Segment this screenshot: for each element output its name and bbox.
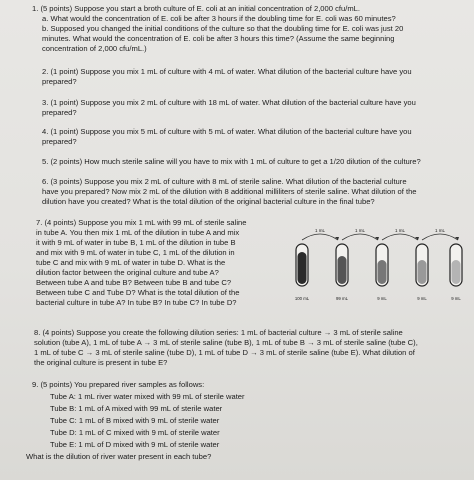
transfer-label-2: 1 mL (354, 228, 366, 233)
tube-label-5: 9 mL (451, 296, 461, 301)
transfer-arrow-4 (422, 234, 458, 240)
question-3-line: 3. (1 point) Suppose you mix 2 mL of culture with 18 mL of water. What dilution of the bacterial culture have you (42, 98, 416, 107)
question-5-line: 5. (2 points) How much sterile saline will you have to mix with 1 mL of culture to get a 1/20 dilution of the culture? (42, 157, 421, 166)
question-2-line: prepared? (42, 77, 77, 86)
transfer-arrow-3 (382, 234, 418, 240)
question-4-line: 4. (1 point) Suppose you mix 5 mL of culture with 5 mL of water. What dilution of the bacterial culture have you (42, 127, 412, 136)
tube-c-line: Tube C: 1 mL of B mixed with 9 mL of sterile water (50, 416, 220, 425)
tube-label-3: 9 mL (377, 296, 387, 301)
question-8-line: solution (tube A), 1 mL of tube A → 3 mL of sterile saline (tube B), 1 mL of tube B → 3 mL of sterile saline (tube C), (34, 338, 418, 347)
transfer-arrow-2 (342, 234, 378, 240)
test-tube-1 (296, 244, 308, 286)
question-7-line: Between tube C and Tube D? What is the total dilution of the (36, 288, 240, 297)
question-2-line: 2. (1 point) Suppose you mix 1 mL of culture with 4 mL of water. What dilution of the bacterial culture have you (42, 67, 412, 76)
dilution-tubes-figure (284, 226, 470, 308)
test-tube-4 (416, 244, 428, 286)
tube-label-4: 9 mL (417, 296, 427, 301)
question-8-line: 8. (4 points) Suppose you create the following dilution series: 1 mL of bacterial culture → 3 mL of sterile saline (34, 328, 403, 337)
question-1b-line: concentration of 2,000 cfu/mL.) (42, 44, 147, 53)
question-9-line: 9. (5 points) You prepared river samples as follows: (32, 380, 205, 389)
transfer-label-3: 1 mL (394, 228, 406, 233)
question-1b-line: b. Supposed you changed the initial conditions of the culture so that the doubling time for E. coli was just 20 (42, 24, 404, 33)
tube-a-line: Tube A: 1 mL river water mixed with 99 mL of sterile water (50, 392, 245, 401)
question-6-line: have you prepared? Now mix 2 mL of the dilution with 8 additional milliliters of sterile saline. What dilution of the (42, 187, 417, 196)
tube-e-line: Tube E: 1 mL of D mixed with 9 mL of sterile water (50, 440, 220, 449)
question-7-line: Between tube A and tube B? Between tube B and tube C? (36, 278, 232, 287)
question-7-line: tube C and mix with 9 mL of water in tube D. What is the (36, 258, 226, 267)
test-tube-2 (336, 244, 348, 286)
question-1-line: 1. (5 points) Suppose you start a broth culture of E. coli at an initial concentration of 2,000 cfu/mL. (32, 4, 360, 13)
question-3-line: prepared? (42, 108, 77, 117)
question-1b-line: minutes. What would the concentration of E. coli be after 3 hours this time? (Assume the same beginning (42, 34, 395, 43)
question-7-line: bacterial culture in tube A? In tube B? In tube C? In tube D? (36, 298, 237, 307)
question-7-line: 7. (4 points) Suppose you mix 1 mL with 99 mL of sterile saline (36, 218, 247, 227)
question-8-line: 1 mL of tube C → 3 mL of sterile saline (tube D), 1 mL of tube D → 3 mL of sterile saline (tube E). What dilution of (34, 348, 415, 357)
question-9-line: What is the dilution of river water present in each tube? (26, 452, 212, 461)
transfer-arrow-1 (302, 234, 338, 240)
question-4-line: prepared? (42, 137, 77, 146)
question-7-line: it with 9 mL of water in tube B, 1 mL of the dilution in tube B (36, 238, 236, 247)
question-7-line: in tube A. You then mix 1 mL of the dilution in tube A and mix (36, 228, 240, 237)
question-6-line: 6. (3 points) Suppose you mix 2 mL of culture with 8 mL of sterile saline. What dilution of the bacterial culture (42, 177, 407, 186)
question-8-line: the original culture is present in tube E? (34, 358, 168, 367)
question-6-line: dilution have you created? What is the total dilution of the original bacterial culture in the final tube? (42, 197, 375, 206)
tube-label-2: 99 mL (336, 296, 348, 301)
question-7-line: and mix with 9 mL of water in tube C, 1 mL of the dilution in (36, 248, 235, 257)
tube-d-line: Tube D: 1 mL of C mixed with 9 mL of sterile water (50, 428, 220, 437)
tube-b-line: Tube B: 1 mL of A mixed with 99 mL of sterile water (50, 404, 223, 413)
tube-label-1: 100 mL (294, 296, 310, 301)
question-1a-line: a. What would the concentration of E. coli be after 3 hours if the doubling time for E. coli was 60 minutes? (42, 14, 396, 23)
transfer-label-1: 1 mL (314, 228, 326, 233)
test-tube-5 (450, 244, 462, 286)
transfer-label-4: 1 mL (434, 228, 446, 233)
test-tube-3 (376, 244, 388, 286)
question-7-line: dilution factor between the original culture and tube A? (36, 268, 219, 277)
